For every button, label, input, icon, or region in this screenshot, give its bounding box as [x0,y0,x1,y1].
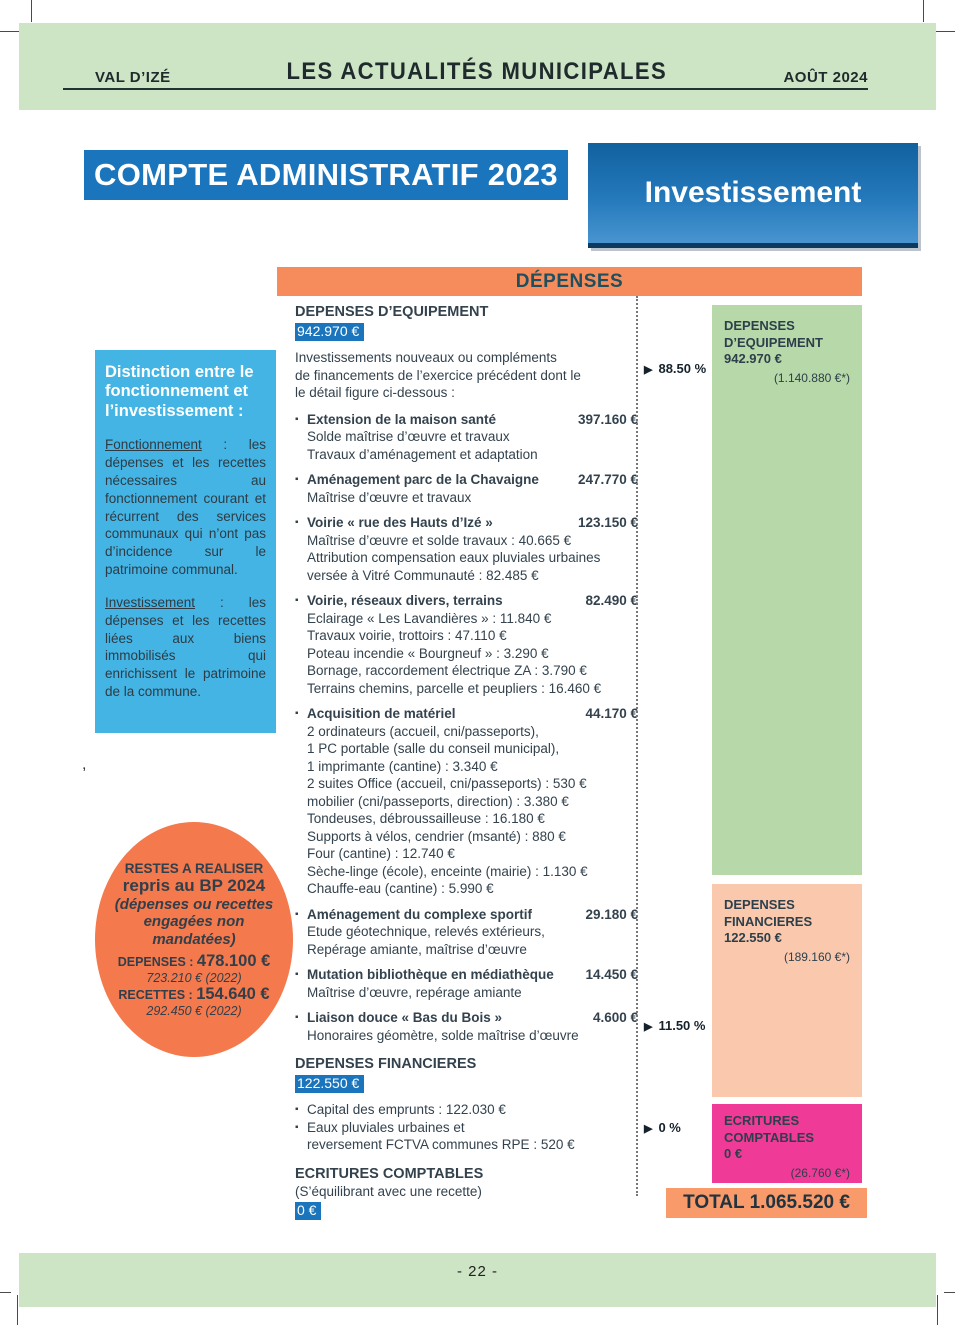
detail-line: 2 ordinateurs (accueil, cni/passeports), [307,723,539,739]
detail-line: Tondeuses, débroussailleuse : 16.180 € [307,811,545,826]
expense-item [295,1009,638,1044]
expenses-detail-column [295,304,638,1228]
detail-line: Maîtrise d’œuvre, repérage amiante [307,984,522,1000]
ecritures-heading: ECRITURES COMPTABLES [295,1165,484,1182]
newsletter-title: LES ACTUALITÉS MUNICIPALES [286,58,668,85]
expense-item-title: Liaison douce « Bas du Bois » [307,1010,503,1025]
detail-line: Repérage amiante, maîtrise d’œuvre [307,941,527,957]
detail-line: Travaux d’aménagement et adaptation [307,446,538,462]
detail-line: Chauffe-eau (cantine) : 5.990 € [307,881,494,896]
expense-item-amount: 29.180 € [585,906,638,922]
detail-line: Sèche-linge (école), enceinte (mairie) : 1.130 € [307,863,588,879]
expense-item-details [295,532,638,585]
bullet-icon: ▪ [295,517,299,528]
equipment-items [295,411,638,1045]
bullet-icon: ▪ [295,908,299,920]
detail-line: Maîtrise d’œuvre et solde travaux : 40.665 € [307,532,572,548]
detail-line: Bornage, raccordement électrique ZA : 3.790 € [307,663,587,678]
expense-item [295,966,638,1001]
restes-subtitle: repris au BP 2024 [122,876,266,896]
restes-depenses-prev: 723.210 € (2022) [146,970,242,985]
crop-mark [937,1295,938,1325]
expense-item-amount: 44.170 € [585,706,638,721]
distinction-title: Distinction entre le fonctionnement et l’investissement : [105,363,254,420]
bullet-icon: ▪ [295,474,299,485]
expense-item-title: Extension de la maison santé [307,411,497,427]
dotted-divider [636,296,638,1196]
detail-line: Supports à vélos, cendrier (msanté) : 880 € [307,828,566,844]
header-rule [63,88,868,90]
expense-item-amount: 82.490 € [585,593,638,608]
expense-item-amount: 247.770 € [577,472,638,487]
expense-item [295,471,638,506]
summary-box-financieres: DEPENSES FINANCIERES 122.550 € (189.160 €*) [712,884,862,1097]
expense-item [295,592,638,697]
main-title-banner: COMPTE ADMINISTRATIF 2023 [84,150,568,200]
bullet-icon: ▪ [295,969,299,980]
fonctionnement-text: : les dépenses et les recettes nécessaires au fonctionnement courant et récurrent des services communaux qui n’ont pas d’incidence sur le patrimoine communal. [105,437,266,578]
restes-title: RESTES A REALISER [124,861,264,877]
financieres-bullets [295,1101,638,1154]
restes-recettes-prev: 292.450 € (2022) [146,1003,242,1018]
detail-line: 2 suites Office (accueil, cni/passeports) : 530 € [307,776,587,791]
detail-line: Eaux pluviales urbaines et [307,1119,465,1135]
bullet-icon: ▪ [295,595,299,606]
restes-note: (dépenses ou recettes engagées non mandatées) [114,896,274,948]
bullet-icon: ▪ [295,1121,299,1133]
percent-marker-equipement: ▶ 88.50 % [644,361,707,376]
summary-note: (1.140.880 €*) [773,370,850,385]
ecritures-note: (S’équilibrant avec une recette) [295,1184,482,1199]
detail-line: Poteau incendie « Bourgneuf » : 3.290 € [307,645,549,661]
ecritures-amount-highlight: 0 € [295,1202,321,1221]
restes-depenses: DEPENSES : 478.100 € [117,951,271,970]
arrow-right-icon: ▶ [644,364,653,376]
investissement-text: : les dépenses et les recettes liées aux biens immobilisés qui enrichissent le patrimoine de la commune. [105,594,266,699]
expense-item-title: Aménagement du complexe sportif [307,906,533,922]
page-number: - 22 - [456,1263,498,1280]
detail-line: Solde maîtrise d’œuvre et travaux [307,429,510,444]
expense-item [295,906,638,959]
summary-box-ecritures: ECRITURES COMPTABLES 0 € (26.760 €*) [712,1104,862,1183]
financieres-amount-highlight: 122.550 € [295,1075,364,1094]
arrow-right-icon: ▶ [644,1021,653,1033]
summary-box-equipement: DEPENSES D’EQUIPEMENT 942.970 € (1.140.880 €*) [712,305,862,875]
expense-item [295,411,638,464]
distinction-paragraph-fonctionnement [105,436,266,579]
crop-mark [17,1295,18,1325]
summary-note: (26.760 €*) [790,1165,850,1180]
expense-item [295,514,638,584]
investissement-lead: Investissement [105,594,196,610]
total-bar: TOTAL 1.065.520 € [666,1188,867,1218]
expense-item-title: Voirie, réseaux divers, terrains [307,593,503,608]
restes-a-realiser-ellipse [95,822,293,1057]
crop-mark [944,1292,955,1293]
detail-line: Honoraires géomètre, solde maîtrise d’œuvre [307,1027,579,1043]
percent-marker-ecritures: ▶ 0 % [644,1120,681,1135]
financieres-bullet [295,1119,638,1154]
crop-mark [31,0,32,22]
page-footer-band [19,1253,936,1307]
distinction-paragraph-investissement [105,594,266,701]
expense-item-amount: 397.160 € [577,411,638,427]
summary-note: (189.160 €*) [783,949,850,964]
expense-item-amount: 123.150 € [577,515,638,530]
page-header-band [19,23,936,110]
detail-line: 1 imprimante (cantine) : 3.340 € [307,758,498,774]
detail-line: Capital des emprunts : 122.030 € [307,1102,506,1117]
crop-mark [923,0,924,22]
equipment-amount-highlight: 942.970 € [295,323,364,342]
expense-item-amount: 14.450 € [585,967,638,982]
bullet-icon: ▪ [295,708,299,719]
detail-line: reversement FCTVA communes RPE : 520 € [307,1137,575,1152]
bullet-icon: ▪ [295,413,299,425]
equipment-intro: Investissements nouveaux ou compléments de financements de l’exercice précédent dont le le détail figure ci-dessous : [295,350,581,400]
expense-item-amount: 4.600 € [592,1010,638,1025]
crop-mark [0,1292,11,1293]
fonctionnement-lead: Fonctionnement [105,437,202,453]
distinction-info-box [95,350,276,733]
detail-line: Travaux voirie, trottoirs : 47.110 € [307,628,507,643]
expense-item-details [295,610,638,698]
expense-item [295,705,638,898]
financieres-bullet [295,1101,638,1119]
header-commune-name: VAL D’IZÉ [95,69,171,86]
equipment-heading: DEPENSES D’EQUIPEMENT [295,304,489,320]
detail-line: Attribution compensation eaux pluviales urbaines [307,550,601,565]
expense-item-title: Mutation bibliothèque en médiathèque [307,967,554,982]
expense-item-title: Acquisition de matériel [307,706,456,721]
detail-line: Etude géotechnique, relevés extérieurs, [307,924,545,939]
detail-line: Terrains chemins, parcelle et peupliers : 16.460 € [307,680,602,696]
expense-item-details [295,984,638,1002]
detail-line: 1 PC portable (salle du conseil municipal), [307,741,560,756]
restes-recettes: RECETTES : 154.640 € [118,984,270,1003]
stray-comma: , [82,756,87,773]
expense-item-details [295,1027,638,1045]
expense-item-details [295,923,638,958]
detail-line: mobilier (cni/passeports, direction) : 3.380 € [307,793,569,809]
arrow-right-icon: ▶ [644,1123,653,1135]
expense-item-title: Voirie « rue des Hauts d’Izé » [307,515,493,530]
bullet-icon: ▪ [295,1104,299,1115]
detail-line: Eclairage « Les Lavandières » : 11.840 € [307,610,552,626]
expense-item-details [295,428,638,463]
section-title-banner: Investissement [588,143,918,248]
depenses-bar: DÉPENSES [277,267,862,296]
expense-item-details [295,489,638,507]
detail-line: versée à Vitré Communauté : 82.485 € [307,567,539,583]
expense-item-details [295,723,638,898]
percent-marker-financieres: ▶ 11.50 % [644,1018,706,1033]
financieres-heading: DEPENSES FINANCIERES [295,1056,477,1072]
bullet-icon: ▪ [295,1012,299,1023]
detail-line: Maîtrise d’œuvre et travaux [307,489,472,505]
header-issue-date: AOÛT 2024 [783,69,868,86]
expense-item-title: Aménagement parc de la Chavaigne [307,472,539,487]
detail-line: Four (cantine) : 12.740 € [307,846,455,861]
